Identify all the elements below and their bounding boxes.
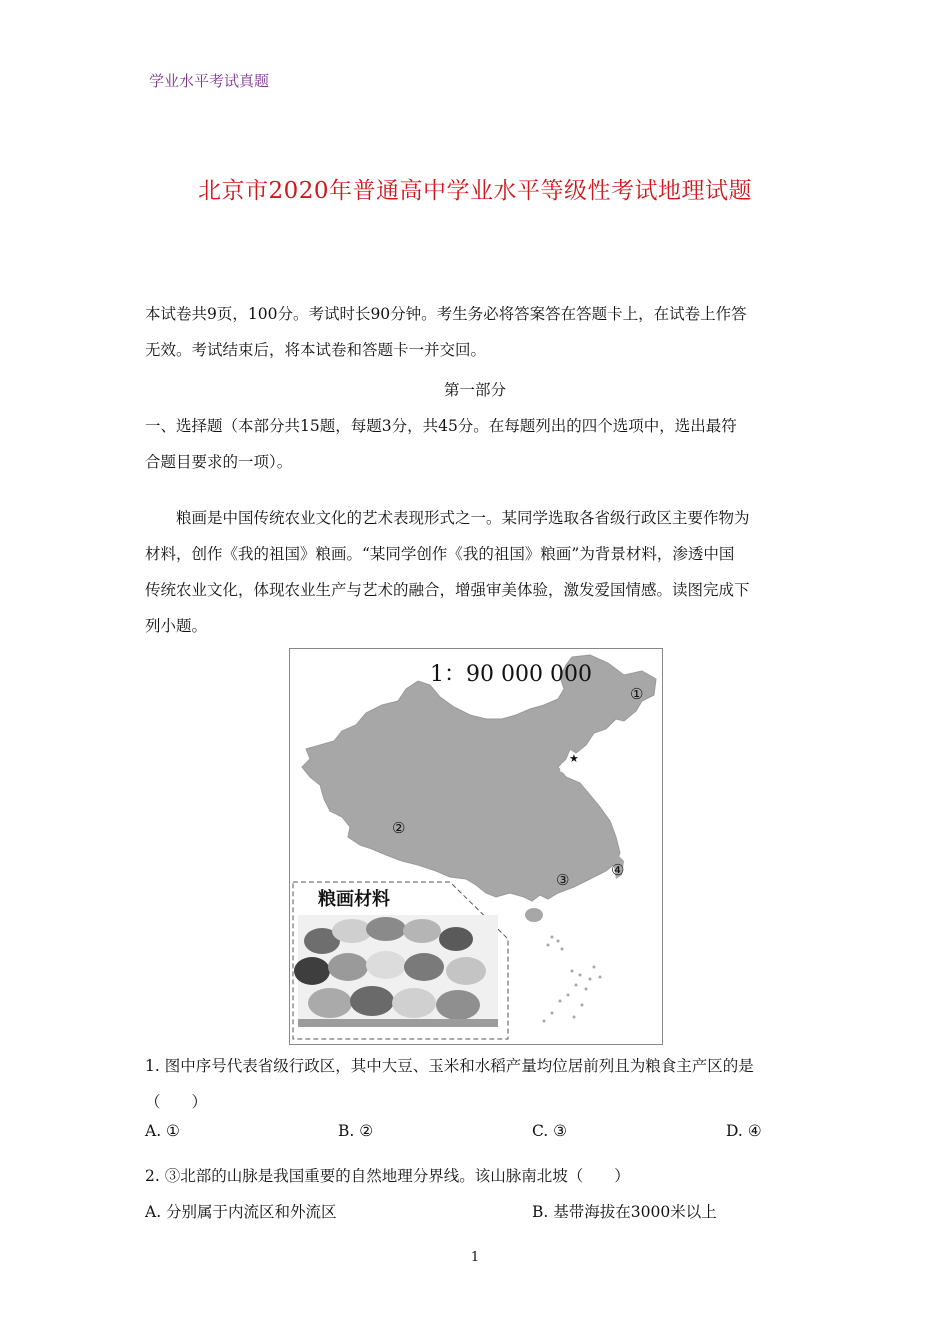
map-label-2: ② bbox=[392, 819, 406, 837]
passage-paragraph bbox=[145, 500, 810, 644]
q1-option-c[interactable]: C. ③ bbox=[532, 1122, 568, 1140]
map-scale: 1：90 000 000 bbox=[430, 662, 592, 687]
question-2-stem bbox=[145, 1158, 810, 1194]
passage-line-2: 材料，创作《我的祖国》粮画。“某同学创作《我的祖国》粮画”为背景材料，渗透中国 bbox=[145, 545, 735, 563]
question-2-options bbox=[145, 1200, 810, 1230]
inset-title: 粮画材料 bbox=[318, 889, 390, 910]
section-instructions bbox=[145, 408, 810, 480]
china-map-figure bbox=[289, 648, 663, 1045]
question-2-text: 2. ③北部的山脉是我国重要的自然地理分界线。该山脉南北坡（ ） bbox=[145, 1167, 630, 1185]
south-sea-islands bbox=[543, 936, 602, 1023]
capital-star-icon: ★ bbox=[569, 752, 579, 765]
grain-sacks-image bbox=[294, 915, 498, 1027]
question-1-options bbox=[145, 1122, 810, 1152]
map-label-4: ④ bbox=[611, 861, 625, 879]
part-title: 第一部分 bbox=[443, 381, 506, 399]
q1-option-d[interactable]: D. ④ bbox=[726, 1122, 762, 1140]
section-line-2: 合题目要求的一项）。 bbox=[145, 453, 293, 471]
page-number: 1 bbox=[470, 1250, 480, 1265]
china-mainland-shape bbox=[302, 655, 656, 901]
passage-line-3: 传统农业文化，体现农业生产与艺术的融合，增强审美体验，激发爱国情感。读图完成下 bbox=[145, 581, 750, 599]
map-label-3: ③ bbox=[556, 871, 570, 889]
header-tag: 学业水平考试真题 bbox=[149, 72, 270, 90]
doc-title: 北京市2020年普通高中学业水平等级性考试地理试题 bbox=[197, 178, 753, 204]
passage-line-4: 列小题。 bbox=[145, 617, 208, 635]
q2-option-a[interactable]: A. 分别属于内流区和外流区 bbox=[145, 1203, 337, 1221]
map-label-1: ① bbox=[630, 685, 644, 703]
intro-line-1: 本试卷共9页，100分。考试时长90分钟。考生务必将答案答在答题卡上，在试卷上作答 bbox=[145, 305, 747, 323]
china-map-svg bbox=[290, 649, 662, 1044]
intro-line-2: 无效。考试结束后，将本试卷和答题卡一并交回。 bbox=[145, 341, 487, 359]
q1-option-b[interactable]: B. ② bbox=[338, 1122, 374, 1140]
question-1-stem bbox=[145, 1048, 810, 1120]
question-1-text: 1. 图中序号代表省级行政区，其中大豆、玉米和水稻产量均位居前列且为粮食主产区的是 bbox=[145, 1057, 754, 1075]
passage-line-1: 粮画是中国传统农业文化的艺术表现形式之一。某同学选取各省级行政区主要作物为 bbox=[176, 509, 750, 527]
question-1-bracket: （ ） bbox=[145, 1093, 208, 1111]
q2-option-b[interactable]: B. 基带海拔在3000米以上 bbox=[532, 1203, 717, 1221]
q1-option-a[interactable]: A. ① bbox=[145, 1122, 180, 1140]
section-line-1: 一、选择题（本部分共15题，每题3分，共45分。在每题列出的四个选项中，选出最符 bbox=[145, 417, 737, 435]
hainan-shape bbox=[525, 908, 543, 922]
intro-paragraph bbox=[145, 296, 810, 368]
